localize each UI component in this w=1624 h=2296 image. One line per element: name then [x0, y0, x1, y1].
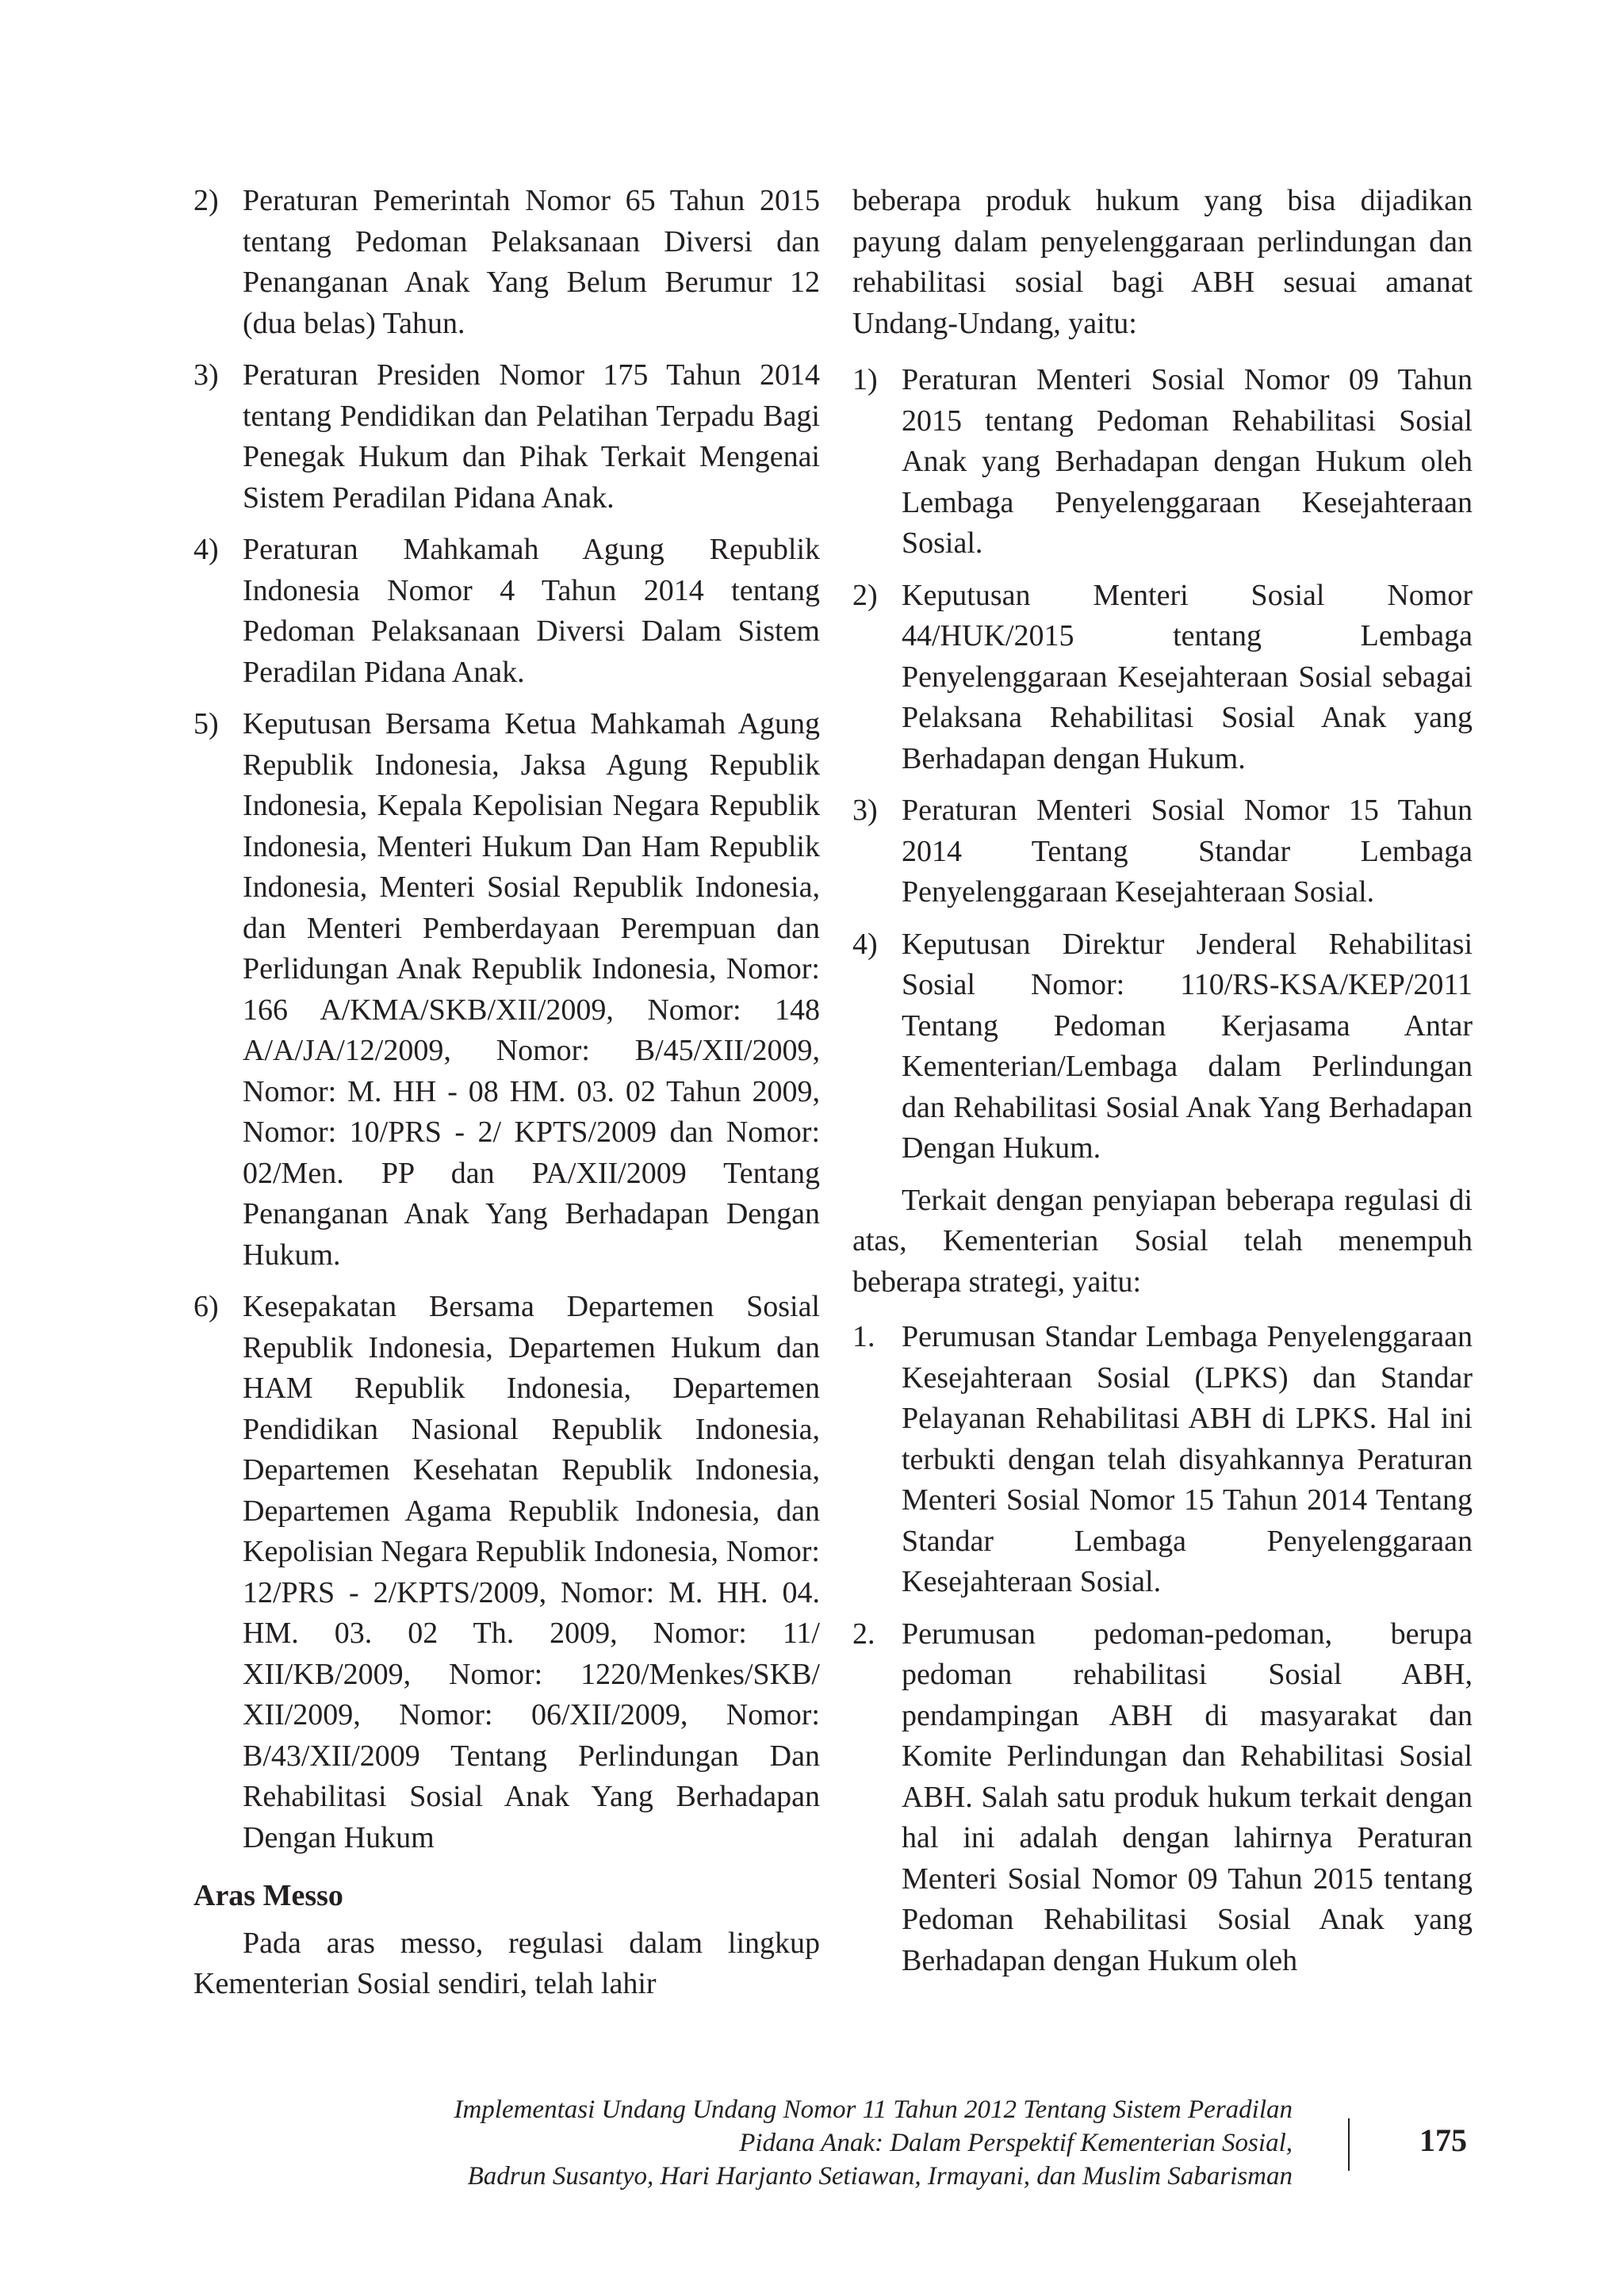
- list-item-text: Keputusan Bersama Ketua Mahkamah Agung Republik Indonesia, Jaksa Agung Republik Indonesia, Kepala Kepolisian Negara Republik Indonesia, Menteri Hukum Dan Ham Republik Indonesia, Menteri Sosial Republik Indonesia, dan Menteri Pemberdayaan Perempuan dan Perlidungan Anak Republik Indonesia, Nomor: 166 A/KMA/SKB/XII/2009, Nomor: 148 A/A/JA/12/2009, Nomor: B/45/XII/2009, Nomor: M. HH - 08 HM. 03. 02 Tahun 2009, Nomor: 10/PRS - 2/ KPTS/2009 dan Nomor: 02/Men. PP dan PA/XII/2009 Tentang Penanganan Anak Yang Berhadapan Dengan Hukum.: [243, 707, 820, 1272]
- list-item-text: Keputusan Menteri Sosial Nomor 44/HUK/2015 tentang Lembaga Penyelenggaraan Kesejahteraan Sosial sebagai Pelaksana Rehabilitasi Sosial Anak yang Berhadapan dengan Hukum.: [902, 578, 1473, 775]
- footer-divider: [1348, 2118, 1350, 2171]
- list-item-number: 2): [852, 578, 878, 612]
- intro-paragraph: beberapa produk hukum yang bisa dijadikan payung dalam penyelenggaraan perlindungan dan rehabilitasi sosial bagi ABH sesuai amanat Undang-Undang, yaitu:: [852, 184, 1473, 340]
- list-item-number: 3): [852, 794, 878, 827]
- list-item: [193, 530, 820, 693]
- list-item: [852, 576, 1473, 780]
- list-item-number: 5): [193, 707, 219, 740]
- footer-line: Pidana Anak: Dalam Perspektif Kementerian Sosial,: [739, 2129, 1293, 2157]
- list-item: [193, 181, 820, 344]
- list-item-text: Peraturan Menteri Sosial Nomor 09 Tahun 2015 tentang Pedoman Rehabilitasi Sosial Anak yang Berhadapan dengan Hukum oleh Lembaga Penyelenggaraan Kesejahteraan Sosial.: [902, 363, 1473, 560]
- running-footer: [333, 2093, 1293, 2193]
- regulation-list-left: [193, 181, 820, 1858]
- left-column: [193, 181, 820, 2016]
- footer-line: Badrun Susantyo, Hari Harjanto Setiawan, Irmayani, dan Muslim Sabarisman: [467, 2162, 1293, 2191]
- list-item-text: Peraturan Mahkamah Agung Republik Indonesia Nomor 4 Tahun 2014 tentang Pedoman Pelaksanaan Diversi Dalam Sistem Peradilan Pidana Anak.: [243, 533, 820, 689]
- page-number: 175: [1419, 2122, 1467, 2158]
- list-item-text: Peraturan Pemerintah Nomor 65 Tahun 2015 tentang Pedoman Pelaksanaan Diversi dan Penanganan Anak Yang Belum Berumur 12 (dua belas) Tahun.: [243, 184, 820, 340]
- body-paragraph: Terkait dengan penyiapan beberapa regulasi di atas, Kementerian Sosial telah menempuh beberapa strategi, yaitu:: [852, 1183, 1473, 1299]
- list-item-number: 4): [852, 927, 878, 961]
- list-item: [852, 790, 1473, 913]
- list-item-text: Perumusan Standar Lembaga Penyelenggaraan Kesejahteraan Sosial (LPKS) dan Standar Pelayanan Rehabilitasi ABH di LPKS. Hal ini terbukti dengan telah disyahkannya Peraturan Menteri Sosial Nomor 15 Tahun 2014 Tentang Standar Lembaga Penyelenggaraan Kesejahteraan Sosial.: [902, 1320, 1473, 1598]
- list-item-text: Perumusan pedoman-pedoman, berupa pedoman rehabilitasi Sosial ABH, pendampingan ABH di masyarakat dan Komite Perlindungan dan Rehabilitasi Sosial ABH. Salah satu produk hukum terkait dengan hal ini adalah dengan lahirnya Peraturan Menteri Sosial Nomor 09 Tahun 2015 tentang Pedoman Rehabilitasi Sosial Anak yang Berhadapan dengan Hukum oleh: [902, 1617, 1473, 1977]
- body-paragraph: Pada aras messo, regulasi dalam lingkup Kementerian Sosial sendiri, telah lahir: [193, 1926, 820, 2000]
- footer-line: Implementasi Undang Undang Nomor 11 Tahun 2012 Tentang Sistem Peradilan: [454, 2095, 1293, 2124]
- list-item-number: 4): [193, 533, 219, 566]
- regulation-list-right: [852, 360, 1473, 1169]
- right-column: [852, 181, 1473, 1992]
- section-heading: Aras Messo: [193, 1879, 343, 1912]
- list-item: [852, 924, 1473, 1169]
- list-item-number: 2): [193, 184, 219, 217]
- list-item: [852, 1614, 1473, 1982]
- list-item-number: 2.: [852, 1617, 875, 1651]
- list-item-number: 6): [193, 1290, 219, 1323]
- list-item-text: Peraturan Presiden Nomor 175 Tahun 2014 tentang Pendidikan dan Pelatihan Terpadu Bagi Penegak Hukum dan Pihak Terkait Mengenai Sistem Peradilan Pidana Anak.: [243, 358, 820, 515]
- list-item-text: Keputusan Direktur Jenderal Rehabilitasi Sosial Nomor: 110/RS-KSA/KEP/2011 Tentang Pedoman Kerjasama Antar Kementerian/Lembaga dalam Perlindungan dan Rehabilitasi Sosial Anak Yang Berhadapan Dengan Hukum.: [902, 927, 1473, 1165]
- list-item: [852, 360, 1473, 564]
- list-item: [193, 704, 820, 1276]
- list-item: [193, 355, 820, 519]
- list-item-text: Peraturan Menteri Sosial Nomor 15 Tahun 2014 Tentang Standar Lembaga Penyelenggaraan Kesejahteraan Sosial.: [902, 794, 1473, 909]
- list-item: [852, 1317, 1473, 1603]
- list-item-number: 3): [193, 358, 219, 392]
- list-item-text: Kesepakatan Bersama Departemen Sosial Republik Indonesia, Departemen Hukum dan HAM Republik Indonesia, Departemen Pendidikan Nasional Republik Indonesia, Departemen Kesehatan Republik Indonesia, Departemen Agama Republik Indonesia, dan Kepolisian Negara Republik Indonesia, Nomor: 12/PRS - 2/KPTS/2009, Nomor: M. HH. 04. HM. 03. 02 Th. 2009, Nomor: 11/ XII/KB/2009, Nomor: 1220/Menkes/SKB/ XII/2009, Nomor: 06/XII/2009, Nomor: B/43/XII/2009 Tentang Perlindungan Dan Rehabilitasi Sosial Anak Yang Berhadapan Dengan Hukum: [243, 1290, 820, 1854]
- list-item-number: 1): [852, 363, 878, 396]
- list-item-number: 1.: [852, 1320, 875, 1353]
- strategy-list: [852, 1317, 1473, 1981]
- list-item: [193, 1287, 820, 1858]
